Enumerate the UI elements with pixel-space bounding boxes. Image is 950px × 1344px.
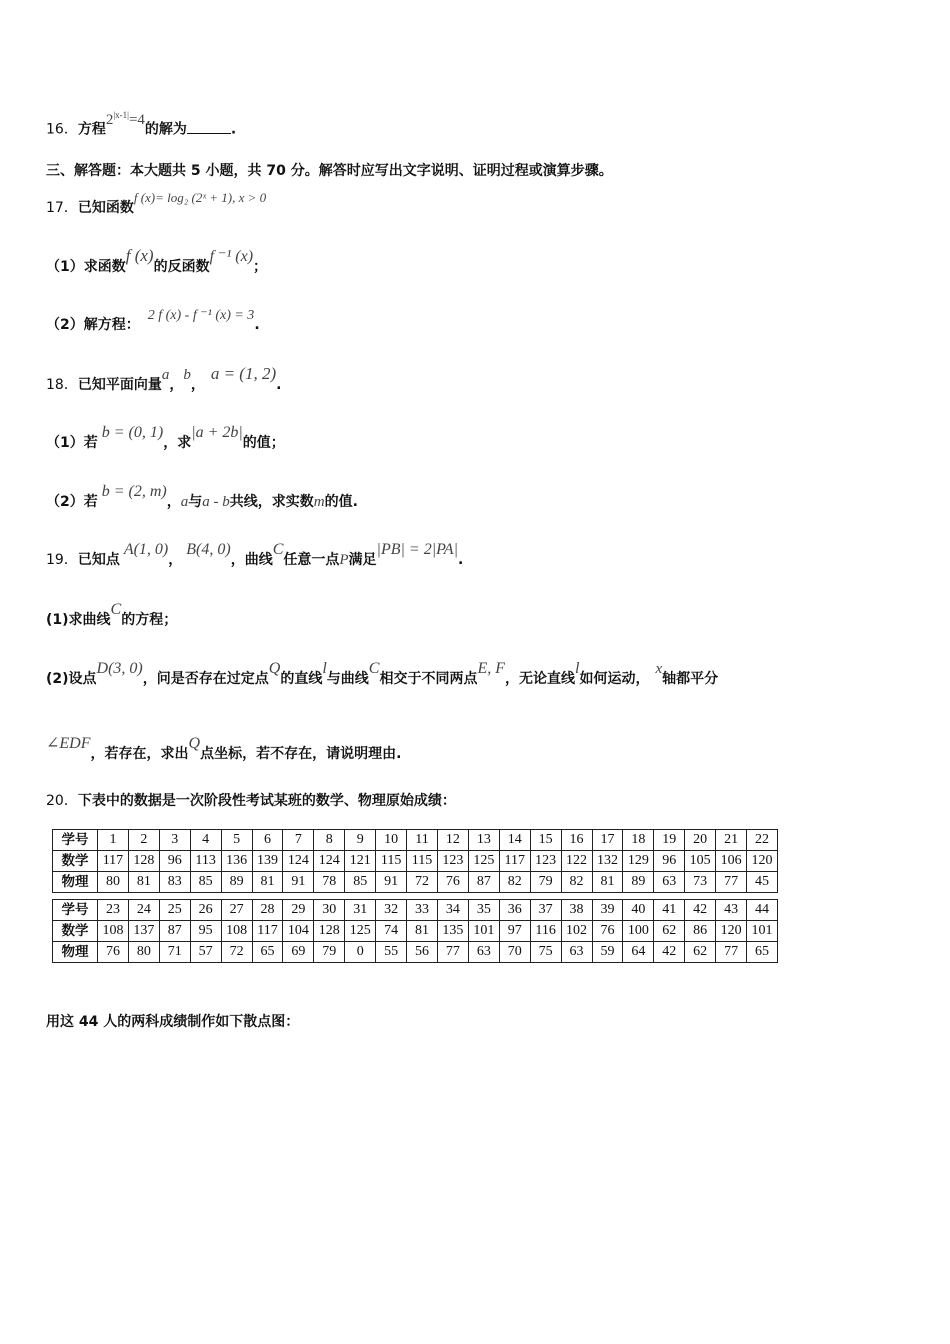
table-cell-physics: 75 xyxy=(530,942,561,963)
q19-point-b: B(4, 0) xyxy=(186,541,231,558)
q16-math-rhs: =4 xyxy=(128,111,145,128)
q18-p1-math-abs: |a + 2b| xyxy=(191,424,243,441)
table-cell-ids: 36 xyxy=(499,900,530,921)
table-cell-ids: 5 xyxy=(221,830,252,851)
table-cell-math: 86 xyxy=(685,921,716,942)
score-table-wrapper xyxy=(52,829,778,963)
q19-text-d: 满足 xyxy=(348,552,377,568)
q18-p1-label: （1） xyxy=(46,435,84,451)
table-cell-ids: 21 xyxy=(716,830,747,851)
score-table-2 xyxy=(52,899,778,963)
table-cell-physics: 80 xyxy=(128,942,159,963)
q17-p1-text-a: 求函数 xyxy=(83,259,126,275)
table-row-physics xyxy=(53,942,778,963)
q19-p2-line-l-2: l xyxy=(575,660,580,677)
table-cell-math: 76 xyxy=(592,921,623,942)
table-cell-math: 122 xyxy=(561,851,592,872)
table-cell-ids: 12 xyxy=(437,830,468,851)
table-cell-physics: 76 xyxy=(98,942,129,963)
q17-p1-end: ； xyxy=(253,259,268,275)
table-cell-math: 123 xyxy=(437,851,468,872)
row-label: 物理 xyxy=(53,872,98,893)
table-cell-math: 115 xyxy=(376,851,407,872)
q19-p2-label: (2) xyxy=(46,671,69,687)
table-cell-physics: 81 xyxy=(252,872,283,893)
q18-p2-text-b: ， xyxy=(166,494,181,510)
table-cell-physics: 77 xyxy=(716,872,747,893)
table-cell-ids: 14 xyxy=(499,830,530,851)
q18-vector-a: a xyxy=(161,367,170,383)
q17-function-formula: f (x)= log₂ (2ˣ + 1), x > 0 xyxy=(133,190,267,205)
table-cell-physics: 56 xyxy=(407,942,438,963)
q18-p2-math-m: m xyxy=(313,494,325,510)
q19-p1-text-a: 求曲线 xyxy=(68,612,111,628)
table-cell-physics: 81 xyxy=(592,872,623,893)
table-cell-ids: 15 xyxy=(530,830,561,851)
q19-p2-text-c: 的直线 xyxy=(280,671,323,687)
table-cell-math: 95 xyxy=(190,921,221,942)
q19-p2-text-e: 相交于不同两点 xyxy=(379,671,478,687)
table-cell-math: 96 xyxy=(159,851,190,872)
q18-p2-label: （2） xyxy=(46,494,84,510)
table-cell-ids: 26 xyxy=(190,900,221,921)
table-cell-math: 106 xyxy=(716,851,747,872)
q17-part2 xyxy=(46,308,260,336)
q20-text: 下表中的数据是一次阶段性考试某班的数学、物理原始成绩： xyxy=(77,793,456,809)
table-cell-math: 62 xyxy=(654,921,685,942)
table-cell-math: 74 xyxy=(376,921,407,942)
table-row-physics xyxy=(53,872,778,893)
table-cell-ids: 10 xyxy=(376,830,407,851)
q19-part2 xyxy=(46,660,719,689)
table-cell-math: 104 xyxy=(283,921,314,942)
table-cell-physics: 79 xyxy=(530,872,561,893)
q19-p2-point-q-2: Q xyxy=(188,735,201,752)
q20-line xyxy=(46,791,456,811)
row-label: 数学 xyxy=(53,921,98,942)
section3-heading: 三、解答题：本大题共 5 小题，共 70 分。解答时应写出文字说明、证明过程或演算步骤。 xyxy=(46,163,613,179)
table-cell-ids: 38 xyxy=(561,900,592,921)
table-cell-math: 116 xyxy=(530,921,561,942)
table-cell-physics: 73 xyxy=(685,872,716,893)
table-cell-math: 117 xyxy=(252,921,283,942)
q19-p2-text-j: 点坐标，若不存在，请说明理由. xyxy=(200,746,402,762)
q18-p2-math-a-minus-b: a - b xyxy=(202,494,230,510)
q19-text-c: 任意一点 xyxy=(283,552,340,568)
table-cell-physics: 81 xyxy=(128,872,159,893)
table-cell-ids: 28 xyxy=(252,900,283,921)
table-row-math xyxy=(53,921,778,942)
q18-line xyxy=(46,364,282,395)
table-cell-math: 113 xyxy=(190,851,221,872)
table-cell-physics: 83 xyxy=(159,872,190,893)
q18-comma-2: ， xyxy=(190,377,205,393)
table-cell-math: 121 xyxy=(345,851,376,872)
table-row-ids xyxy=(53,830,778,851)
table-cell-physics: 85 xyxy=(345,872,376,893)
q18-p2-text-c: 与 xyxy=(188,494,203,510)
row-label: 物理 xyxy=(53,942,98,963)
table-cell-math: 123 xyxy=(530,851,561,872)
table-cell-math: 87 xyxy=(159,921,190,942)
table-cell-ids: 33 xyxy=(407,900,438,921)
q16-answer-blank xyxy=(187,119,231,134)
q16-math-base: 2 xyxy=(105,111,114,128)
table-cell-math: 81 xyxy=(407,921,438,942)
q17-text: 已知函数 xyxy=(77,200,134,216)
row-label: 学号 xyxy=(53,900,98,921)
table-cell-ids: 22 xyxy=(747,830,778,851)
q19-comma: ， xyxy=(168,552,183,568)
q19-p2-points-ef: E, F xyxy=(477,660,505,677)
table-cell-math: 137 xyxy=(128,921,159,942)
q18-p1-text-b: ，求 xyxy=(163,435,192,451)
table-cell-ids: 3 xyxy=(159,830,190,851)
table-cell-physics: 63 xyxy=(561,942,592,963)
table-cell-physics: 91 xyxy=(283,872,314,893)
table-cell-ids: 2 xyxy=(128,830,159,851)
q19-p2-text-b: ，问是否存在过定点 xyxy=(142,671,269,687)
q18-p2-math-b: b = (2, m) xyxy=(101,483,167,500)
q19-p2-text-d: 与曲线 xyxy=(326,671,369,687)
table-cell-ids: 7 xyxy=(283,830,314,851)
table-cell-physics: 69 xyxy=(283,942,314,963)
table-cell-physics: 65 xyxy=(252,942,283,963)
table-cell-physics: 0 xyxy=(345,942,376,963)
row-label: 学号 xyxy=(53,830,98,851)
table-cell-ids: 31 xyxy=(345,900,376,921)
q19-part2-cont xyxy=(46,735,402,764)
table-cell-ids: 8 xyxy=(314,830,345,851)
table-cell-ids: 43 xyxy=(716,900,747,921)
table-cell-physics: 55 xyxy=(376,942,407,963)
q18-text-a: 已知平面向量 xyxy=(77,377,162,393)
table-cell-physics: 89 xyxy=(221,872,252,893)
q18-p2-text-a: 若 xyxy=(83,494,98,510)
q17-p2-end: . xyxy=(254,317,260,333)
table-cell-physics: 80 xyxy=(98,872,129,893)
table-cell-ids: 24 xyxy=(128,900,159,921)
table-cell-ids: 42 xyxy=(685,900,716,921)
table-cell-physics: 71 xyxy=(159,942,190,963)
q19-p1-text-b: 的方程； xyxy=(121,612,178,628)
table-cell-physics: 77 xyxy=(437,942,468,963)
table-cell-ids: 19 xyxy=(654,830,685,851)
q16-line xyxy=(46,110,237,140)
table-cell-physics: 85 xyxy=(190,872,221,893)
q18-number: 18． xyxy=(46,377,78,393)
table-cell-physics: 57 xyxy=(190,942,221,963)
q17-p1-math-b: f ⁻¹ (x) xyxy=(209,248,254,265)
table-cell-physics: 72 xyxy=(407,872,438,893)
table-cell-math: 101 xyxy=(468,921,499,942)
q19-p1-curve-c: C xyxy=(110,601,122,618)
q17-number: 17． xyxy=(46,200,78,216)
table-cell-math: 128 xyxy=(128,851,159,872)
q18-p1-text-a: 若 xyxy=(83,435,98,451)
table-cell-math: 105 xyxy=(685,851,716,872)
q19-number: 19． xyxy=(46,552,78,568)
table-cell-physics: 79 xyxy=(314,942,345,963)
q20-after-text: 用这 44 人的两科成绩制作如下散点图： xyxy=(46,1014,300,1030)
table-cell-math: 124 xyxy=(283,851,314,872)
table-cell-physics: 82 xyxy=(561,872,592,893)
table-cell-ids: 41 xyxy=(654,900,685,921)
q16-text-b: 的解为 xyxy=(144,121,187,138)
table-cell-math: 101 xyxy=(747,921,778,942)
q18-comma-1: ， xyxy=(169,377,184,393)
table-cell-physics: 82 xyxy=(499,872,530,893)
table-cell-ids: 11 xyxy=(407,830,438,851)
table-cell-math: 124 xyxy=(314,851,345,872)
table-cell-ids: 37 xyxy=(530,900,561,921)
table-cell-math: 135 xyxy=(437,921,468,942)
table-cell-math: 129 xyxy=(623,851,654,872)
table-cell-physics: 64 xyxy=(623,942,654,963)
q19-line xyxy=(46,541,464,570)
table-cell-math: 117 xyxy=(499,851,530,872)
table-row-math xyxy=(53,851,778,872)
q19-p2-line-l: l xyxy=(322,660,327,677)
table-cell-ids: 20 xyxy=(685,830,716,851)
table-cell-math: 128 xyxy=(314,921,345,942)
table-cell-ids: 40 xyxy=(623,900,654,921)
q16-math-exponent: |x-1| xyxy=(113,110,129,120)
q17-p2-equation: 2 f (x) - f ⁻¹ (x) = 3 xyxy=(147,308,255,323)
table-cell-physics: 65 xyxy=(747,942,778,963)
q16-number: 16． xyxy=(46,121,78,138)
table-cell-ids: 34 xyxy=(437,900,468,921)
table-cell-ids: 23 xyxy=(98,900,129,921)
q19-condition: |PB| = 2|PA| xyxy=(376,541,458,558)
q19-part1 xyxy=(46,601,178,630)
table-cell-ids: 30 xyxy=(314,900,345,921)
table-cell-math: 120 xyxy=(747,851,778,872)
table-cell-ids: 32 xyxy=(376,900,407,921)
q18-p2-text-d: 共线，求实数 xyxy=(229,494,314,510)
q17-p1-text-b: 的反函数 xyxy=(153,259,210,275)
q19-text-b: ，曲线 xyxy=(230,552,273,568)
table-cell-physics: 76 xyxy=(437,872,468,893)
table-cell-ids: 35 xyxy=(468,900,499,921)
table-cell-ids: 27 xyxy=(221,900,252,921)
q19-p2-text-i: ，若存在，求出 xyxy=(90,746,189,762)
table-cell-physics: 70 xyxy=(499,942,530,963)
table-cell-math: 108 xyxy=(98,921,129,942)
q19-curve-c: C xyxy=(272,541,284,558)
table-cell-physics: 89 xyxy=(623,872,654,893)
table-cell-physics: 62 xyxy=(685,942,716,963)
q19-end: . xyxy=(457,552,464,568)
table-cell-ids: 29 xyxy=(283,900,314,921)
table-cell-ids: 13 xyxy=(468,830,499,851)
score-table xyxy=(52,829,778,893)
table-cell-math: 125 xyxy=(345,921,376,942)
q18-p2-text-e: 的值. xyxy=(324,494,358,510)
q19-p2-text-a: 设点 xyxy=(68,671,97,687)
q17-line xyxy=(46,190,267,218)
table-cell-physics: 72 xyxy=(221,942,252,963)
q19-p2-angle: ∠EDF xyxy=(46,735,91,752)
table-cell-physics: 42 xyxy=(654,942,685,963)
table-cell-ids: 17 xyxy=(592,830,623,851)
table-cell-ids: 39 xyxy=(592,900,623,921)
table-cell-math: 117 xyxy=(98,851,129,872)
q19-p2-text-h: 轴都平分 xyxy=(662,671,719,687)
q16-end: . xyxy=(230,121,237,138)
table-cell-physics: 45 xyxy=(747,872,778,893)
table-cell-math: 139 xyxy=(252,851,283,872)
table-cell-math: 136 xyxy=(221,851,252,872)
q19-point-a: A(1, 0) xyxy=(123,541,169,558)
table-cell-math: 108 xyxy=(221,921,252,942)
q19-p2-point-d: D(3, 0) xyxy=(96,660,143,677)
q18-given-a: a = (1, 2) xyxy=(210,364,277,383)
table-cell-math: 100 xyxy=(623,921,654,942)
table-cell-ids: 4 xyxy=(190,830,221,851)
score-table-block-1 xyxy=(53,830,778,893)
table-cell-physics: 63 xyxy=(654,872,685,893)
table-cell-math: 102 xyxy=(561,921,592,942)
q16-text-a: 方程 xyxy=(77,121,106,138)
q17-p1-label: （1） xyxy=(46,259,84,275)
q18-part2 xyxy=(46,483,358,512)
q17-p2-text: 解方程： xyxy=(83,317,140,333)
q18-p1-math-b: b = (0, 1) xyxy=(101,424,164,441)
q18-p2-math-a: a xyxy=(180,494,189,510)
q19-p2-curve-c: C xyxy=(368,660,380,677)
q18-vector-b: b xyxy=(183,367,191,383)
q17-p2-label: （2） xyxy=(46,317,84,333)
table-cell-physics: 78 xyxy=(314,872,345,893)
table-cell-ids: 16 xyxy=(561,830,592,851)
table-cell-ids: 44 xyxy=(747,900,778,921)
q19-point-p: P xyxy=(339,552,349,568)
table-cell-ids: 6 xyxy=(252,830,283,851)
q19-p1-label: (1) xyxy=(46,612,69,628)
table-cell-math: 115 xyxy=(407,851,438,872)
q20-number: 20． xyxy=(46,793,78,809)
q18-p1-text-c: 的值； xyxy=(242,435,285,451)
table-cell-math: 120 xyxy=(716,921,747,942)
table-row-ids xyxy=(53,900,778,921)
table-cell-physics: 59 xyxy=(592,942,623,963)
table-cell-physics: 91 xyxy=(376,872,407,893)
q19-p2-text-g: 如何运动， xyxy=(579,671,650,687)
table-cell-math: 97 xyxy=(499,921,530,942)
table-cell-ids: 1 xyxy=(98,830,129,851)
table-cell-ids: 9 xyxy=(345,830,376,851)
score-table-block-2 xyxy=(53,900,778,963)
q19-p2-x-axis: x xyxy=(655,661,663,677)
q19-p2-point-q: Q xyxy=(268,660,281,677)
table-cell-physics: 77 xyxy=(716,942,747,963)
table-cell-math: 132 xyxy=(592,851,623,872)
table-cell-ids: 18 xyxy=(623,830,654,851)
table-cell-math: 125 xyxy=(468,851,499,872)
table-cell-math: 96 xyxy=(654,851,685,872)
q18-end: . xyxy=(276,377,282,393)
q18-part1 xyxy=(46,424,285,453)
table-cell-physics: 87 xyxy=(468,872,499,893)
table-cell-ids: 25 xyxy=(159,900,190,921)
row-label: 数学 xyxy=(53,851,98,872)
q17-p1-math-a: f (x) xyxy=(125,246,154,265)
q19-text-a: 已知点 xyxy=(77,552,120,568)
q19-p2-text-f: ，无论直线 xyxy=(505,671,575,687)
table-cell-physics: 63 xyxy=(468,942,499,963)
q17-part1 xyxy=(46,246,268,277)
